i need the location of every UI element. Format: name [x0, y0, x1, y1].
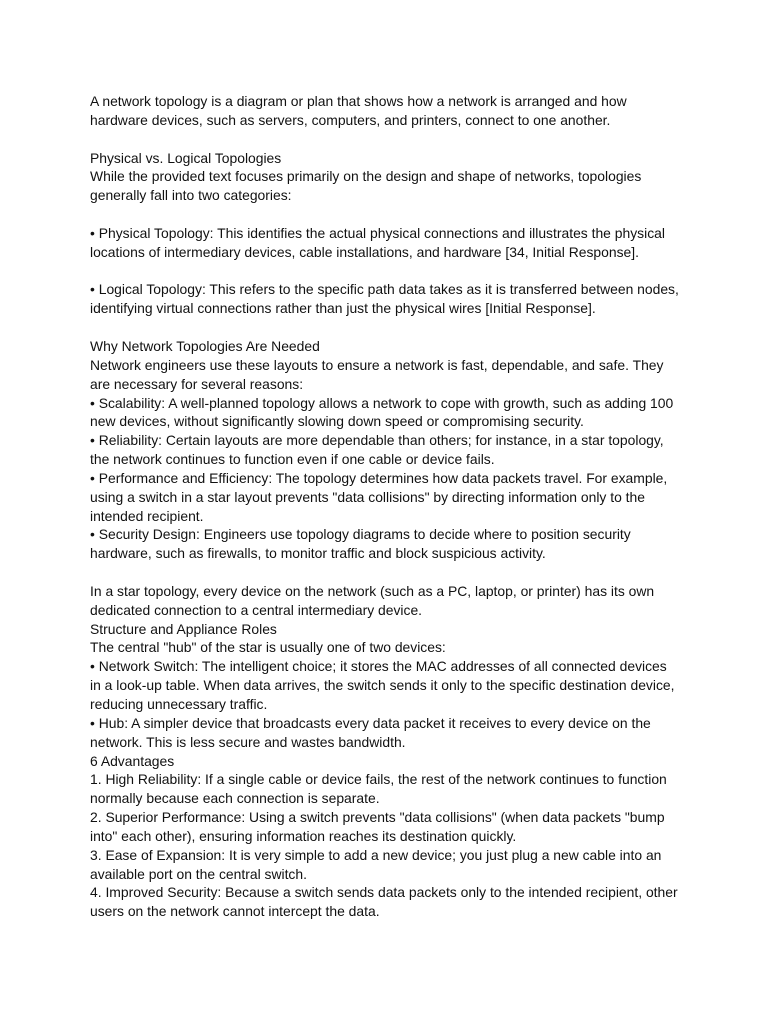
security-design-bullet — [90, 525, 678, 563]
scalability-bullet — [90, 394, 678, 432]
why-needed-heading: Why Network Topologies Are Needed — [90, 337, 320, 354]
text-line: 4. Improved Security: Because a switch sends data packets only to the intended recipient, other — [90, 884, 678, 901]
text-line: new devices, without significantly slowing down speed or compromising security. — [90, 413, 584, 430]
advantage-item — [90, 883, 678, 921]
text-line: • Logical Topology: This refers to the specific path data takes as it is transferred between nodes, — [90, 281, 679, 298]
text-line: identifying virtual connections rather than just the physical wires [Initial Response]. — [90, 300, 596, 317]
logical-topology-bullet — [90, 280, 678, 318]
text-line: dedicated connection to a central intermediary device. — [90, 601, 423, 618]
text-line: hardware, such as firewalls, to monitor traffic and block suspicious activity. — [90, 545, 546, 562]
text-line: reducing unnecessary traffic. — [90, 696, 268, 712]
text-line: • Performance and Efficiency: The topology determines how data packets travel. For example, — [90, 469, 668, 486]
physical-topology-bullet — [90, 224, 678, 262]
text-line: 1. High Reliability: If a single cable or device fails, the rest of the network continues to function — [90, 771, 667, 788]
text-line: in a look-up table. When data arrives, the switch sends it only to the specific destination device, — [90, 677, 675, 694]
advantages-heading: 6 Advantages — [90, 752, 175, 769]
text-line: the network continues to function even if one cable or device fails. — [90, 451, 495, 468]
text-line: 3. Ease of Expansion: It is very simple to add a new device; you just plug a new cable into an — [90, 846, 662, 863]
text-line: network. This is less secure and wastes bandwidth. — [90, 733, 406, 750]
reliability-bullet — [90, 431, 678, 469]
text-line: users on the network cannot intercept the data. — [90, 903, 380, 920]
text-line: normally because each connection is separate. — [90, 790, 380, 807]
text-line: Network engineers use these layouts to ensure a network is fast, dependable, and safe. They — [90, 356, 664, 373]
roles-heading: Structure and Appliance Roles — [90, 620, 277, 637]
text-line: • Hub: A simpler device that broadcasts every data packet it receives to every device on the — [90, 714, 651, 731]
text-line: • Security Design: Engineers use topology diagrams to decide where to position security — [90, 526, 631, 543]
text-line: While the provided text focuses primarily on the design and shape of networks, topologies — [90, 168, 642, 185]
physical-logical-lead — [90, 167, 678, 205]
advantage-item — [90, 808, 678, 846]
text-line: available port on the central switch. — [90, 865, 307, 882]
text-line: • Reliability: Certain layouts are more dependable than others; for instance, in a star topology, — [90, 432, 664, 449]
text-line: hardware devices, such as servers, computers, and printers, connect to one another. — [90, 111, 611, 128]
text-line: 2. Superior Performance: Using a switch prevents "data collisions" (when data packets "bump — [90, 809, 665, 826]
text-line: In a star topology, every device on the network (such as a PC, laptop, or printer) has its own — [90, 582, 655, 599]
physical-logical-heading: Physical vs. Logical Topologies — [90, 149, 282, 166]
text-line: generally fall into two categories: — [90, 187, 292, 204]
text-line: A network topology is a diagram or plan that shows how a network is arranged and how — [90, 93, 627, 109]
advantage-item — [90, 846, 678, 884]
intro-paragraph — [90, 92, 678, 130]
text-line: locations of intermediary devices, cable installations, and hardware [34, Initial Response]. — [90, 243, 639, 260]
star-intro-paragraph — [90, 582, 678, 620]
text-line: • Scalability: A well-planned topology allows a network to cope with growth, such as adding 100 — [90, 394, 674, 411]
text-line: • Physical Topology: This identifies the actual physical connections and illustrates the physical — [90, 224, 665, 241]
why-needed-lead — [90, 356, 678, 394]
text-line: • Network Switch: The intelligent choice; it stores the MAC addresses of all connected devices — [90, 658, 667, 675]
advantage-item — [90, 770, 678, 808]
roles-lead: The central "hub" of the star is usually one of two devices: — [90, 639, 446, 656]
text-line: are necessary for several reasons: — [90, 375, 304, 392]
hub-bullet — [90, 714, 678, 752]
text-line: intended recipient. — [90, 507, 204, 524]
text-line: into" each other), ensuring information reaches its destination quickly. — [90, 827, 517, 844]
performance-bullet — [90, 469, 678, 526]
network-switch-bullet — [90, 657, 678, 714]
text-line: using a switch in a star layout prevents "data collisions" by directing information only to the — [90, 488, 645, 505]
